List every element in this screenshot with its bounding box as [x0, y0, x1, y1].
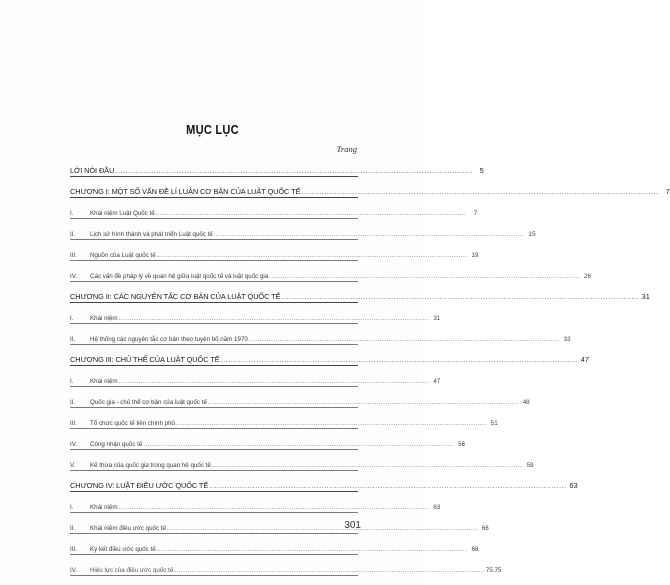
toc-chapter-entry[interactable]	[70, 471, 578, 492]
toc-entry-label: Kế thừa của quốc gia trong quan hệ quốc tế	[90, 462, 211, 469]
toc-entry-number: IV.	[70, 441, 77, 448]
toc-section-entry[interactable]	[70, 219, 536, 240]
toc-section-entry[interactable]	[70, 492, 441, 513]
toc-section-entry[interactable]	[70, 324, 571, 345]
toc-dot-leader	[281, 292, 638, 301]
toc-entry-page: 48	[522, 399, 530, 406]
toc-entry-label: CHƯƠNG II: CÁC NGUYÊN TẮC CƠ BẢN CỦA LUẬT QUỐC TẾ	[70, 292, 281, 301]
toc-entry-label: Khái niệm Luật Quốc tế	[90, 210, 155, 217]
toc-chapter-entry[interactable]	[70, 282, 650, 303]
toc-dot-leader	[214, 231, 525, 238]
toc-entry-page: 33	[563, 336, 571, 343]
toc-entry-page: 59	[526, 462, 534, 469]
toc-dot-leader	[209, 481, 566, 490]
toc-entry-number: III.	[70, 546, 77, 553]
toc-chapter-entry[interactable]	[70, 177, 670, 198]
toc-dot-leader	[157, 546, 468, 553]
toc-entry-page: 15	[528, 231, 536, 238]
toc-section-entry[interactable]	[70, 555, 502, 576]
toc-entry-label: Tổ chức quốc tế liên chính phủ	[90, 420, 175, 427]
toc-entry-label: Khái niệm	[90, 504, 118, 511]
toc-section-entry[interactable]	[70, 429, 465, 450]
toc-entry-number: IV.	[70, 273, 77, 280]
toc-entry-number: II.	[70, 336, 76, 343]
toc-dot-leader	[176, 420, 487, 427]
toc-entry-number: III.	[70, 252, 77, 259]
toc-dot-leader	[174, 567, 485, 574]
toc-entry-number: III.	[70, 420, 77, 427]
footer-page-number: 301	[344, 520, 361, 531]
toc-dot-leader	[301, 187, 658, 196]
toc-entry-label: Quốc gia - chủ thể cơ bản của luật quốc tế	[90, 399, 207, 406]
toc-dot-leader	[157, 252, 468, 259]
toc-entry-page: 47	[580, 355, 589, 364]
toc-entry-page: 19	[471, 252, 479, 259]
toc-entry-label: CHƯƠNG I: MỘT SỐ VẤN ĐỀ LÍ LUẬN CƠ BẢN CỦA LUẬT QUỐC TẾ	[70, 187, 301, 196]
toc-dot-leader	[269, 273, 580, 280]
toc-entry-number: I.	[70, 315, 74, 322]
toc-section-entry[interactable]	[70, 366, 441, 387]
toc-chapter-entry[interactable]	[70, 345, 589, 366]
toc-dot-leader	[221, 355, 578, 364]
toc-dot-leader	[119, 504, 430, 511]
toc-entry-label: Ký kết điều ước quốc tế	[90, 546, 156, 553]
toc-section-entry[interactable]	[70, 387, 530, 408]
toc-chapter-entry[interactable]	[70, 156, 484, 177]
toc-entry-label: Khái niệm	[90, 315, 118, 322]
toc-entry-page: 63	[569, 481, 578, 490]
toc-entry-label: CHƯƠNG III: CHỦ THỂ CỦA LUẬT QUỐC TẾ	[70, 355, 220, 364]
toc-entry-page: 68	[471, 546, 479, 553]
toc-section-entry[interactable]	[70, 198, 478, 219]
toc-entry-page: 47	[433, 378, 441, 385]
toc-entry-page: 7	[473, 210, 478, 217]
toc-entry-label: Lịch sử hình thành và phát triển Luật quốc tế	[90, 231, 213, 238]
toc-entry-page: 75.75	[485, 567, 502, 574]
toc-dot-leader	[212, 462, 523, 469]
toc-entry-page: 5	[479, 166, 484, 175]
toc-entry-number: V.	[70, 462, 76, 469]
toc-dot-leader	[143, 441, 454, 448]
toc-entry-number: I.	[70, 504, 74, 511]
toc-entry-label: Các vấn đề pháp lý về quan hệ giữa luật quốc tế và luật quốc gia	[90, 273, 269, 280]
toc-entry-label: Khái niệm	[90, 378, 118, 385]
toc-entry-label: Công nhận quốc tế	[90, 441, 143, 448]
toc-dot-leader	[249, 336, 560, 343]
toc-entry-number: IV.	[70, 567, 77, 574]
toc-entry-label: Hệ thống các nguyên tắc cơ bản theo tuyên bố năm 1970	[90, 336, 248, 343]
toc-entry-label: Khái niệm điều ước quốc tế	[90, 525, 166, 532]
toc-dot-leader	[119, 315, 430, 322]
toc-entry-label: CHƯƠNG IV: LUẬT ĐIỀU ƯỚC QUỐC TẾ	[70, 481, 209, 490]
toc-section-entry[interactable]	[70, 408, 498, 429]
toc-entry-page: 56	[458, 441, 465, 448]
toc-dot-leader	[156, 210, 467, 217]
toc-entry-number: I.	[70, 210, 74, 217]
toc-dot-leader	[119, 378, 430, 385]
toc-section-entry[interactable]	[70, 513, 489, 534]
toc-entry-number: II.	[70, 525, 76, 532]
toc-dot-leader	[115, 166, 472, 175]
toc-section-entry[interactable]	[70, 261, 591, 282]
toc-section-entry[interactable]	[70, 450, 534, 471]
toc-entry-page: 66	[481, 525, 489, 532]
page-title: MỤC LỤC	[186, 122, 239, 137]
toc-entry-label: Hiệu lực của điều ước quốc tế	[90, 567, 174, 574]
toc-entry-page: 7	[665, 187, 670, 196]
toc-dot-leader	[208, 399, 519, 406]
toc-entry-page: 63	[433, 504, 441, 511]
toc-entry-page: 31	[641, 292, 650, 301]
toc-entry-page: 51	[490, 420, 498, 427]
toc-section-entry[interactable]	[70, 240, 479, 261]
table-of-contents	[70, 156, 670, 576]
toc-section-entry[interactable]	[70, 303, 441, 324]
toc-entry-number: II.	[70, 231, 76, 238]
toc-entry-label: LỜI NÓI ĐẦU	[70, 166, 115, 175]
toc-entry-number: II.	[70, 399, 76, 406]
page-column-label: Trang	[336, 144, 357, 154]
toc-dot-leader	[167, 525, 478, 532]
toc-entry-page: 26	[584, 273, 591, 280]
toc-section-entry[interactable]	[70, 534, 479, 555]
toc-entry-label: Nguồn của Luật quốc tế	[90, 252, 156, 259]
toc-entry-page: 31	[433, 315, 441, 322]
toc-entry-number: I.	[70, 378, 74, 385]
